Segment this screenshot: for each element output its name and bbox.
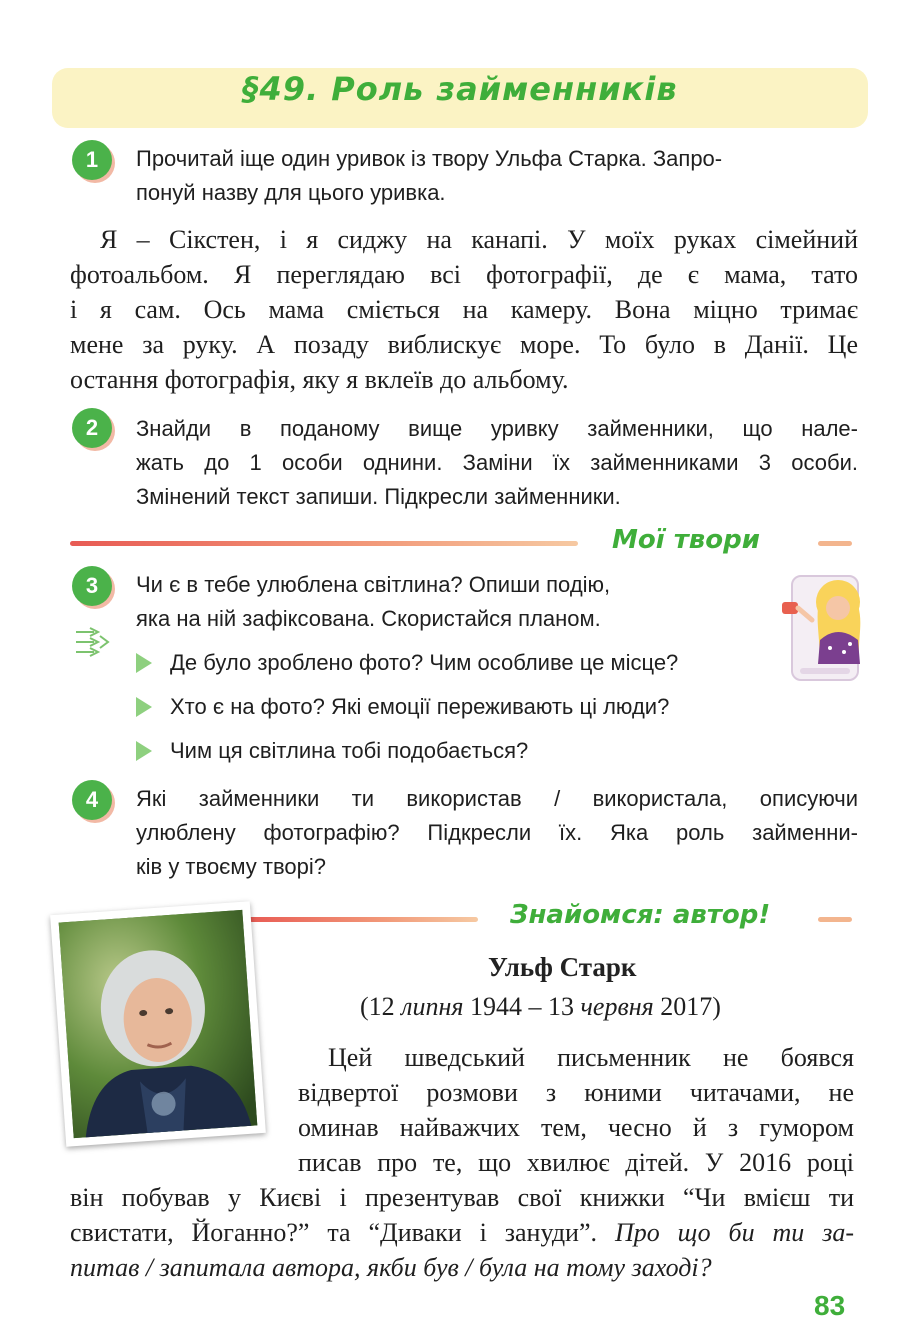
author-bio-top xyxy=(298,1040,854,1180)
dates-month: липня xyxy=(401,992,464,1021)
author-bio-bottom xyxy=(70,1180,854,1285)
section-divider-short xyxy=(818,917,852,922)
plan-item: Хто є на фото? Які емоції переживають ці люди? xyxy=(170,694,670,719)
bio-line xyxy=(70,1250,854,1285)
excerpt-line: фотоальбом. Я переглядаю всі фотографії, де є мама, тато xyxy=(70,260,858,289)
section-divider-line xyxy=(70,541,578,546)
task-2-badge: 2 xyxy=(72,408,112,448)
plan-item: Чим ця світлина тобі подобається? xyxy=(170,738,529,763)
plan-bullet-icon xyxy=(136,741,152,761)
task-2-line: Змінений текст запиши. Підкресли займенники. xyxy=(136,484,621,509)
task-3-line: яка на ній зафіксована. Скористайся планом. xyxy=(136,606,601,631)
bio-line: Цей шведський письменник не боявся xyxy=(328,1043,854,1072)
plan-bullet-icon xyxy=(136,697,152,717)
excerpt-line: Я – Сікстен, і я сиджу на канапі. У моїх руках сімейний xyxy=(100,225,858,254)
bio-question: Про що би ти за- xyxy=(614,1218,854,1247)
task-3-text xyxy=(136,568,756,636)
section-title-author: Знайомся: автор! xyxy=(510,900,771,930)
dates-month: червня xyxy=(580,992,654,1021)
task-4-badge: 4 xyxy=(72,780,112,820)
page-title: §49. Роль займенників xyxy=(242,70,678,108)
task-4-line: улюблену фотографію? Підкресли їх. Яка роль займенни- xyxy=(136,820,858,845)
section-divider-short xyxy=(818,541,852,546)
excerpt-line: мене за руку. А позаду виблискує море. То було в Данії. Це xyxy=(70,330,858,359)
bio-line: писав про те, що хвилює дітей. У 2016 році xyxy=(298,1148,854,1177)
plan-bullet-icon xyxy=(136,653,152,673)
author-dates xyxy=(360,992,721,1022)
task-2-text xyxy=(136,412,858,514)
task-2-line: Знайди в поданому вище уривку займенники, що нале- xyxy=(136,416,858,441)
writing-plan-icon xyxy=(72,622,112,662)
task-1-badge: 1 xyxy=(72,140,112,180)
bio-question: питав / запитала автора, якби був / була на тому заході? xyxy=(70,1253,712,1282)
story-excerpt xyxy=(70,222,858,397)
dates-part: (12 xyxy=(360,992,402,1021)
excerpt-line: і я сам. Ось мама сміється на камеру. Вона міцно тримає xyxy=(70,295,858,324)
bio-line: відвертої розмови з юними читачами, не xyxy=(298,1078,854,1107)
bio-line: оминав найважчих тем, чесно й з гумором xyxy=(298,1113,854,1142)
section-divider-line xyxy=(248,917,478,922)
author-name: Ульф Старк xyxy=(488,952,637,982)
bio-line: він побував у Києві і презентував свої книжки “Чи вмієш ти xyxy=(70,1183,854,1212)
task-3-badge: 3 xyxy=(72,566,112,606)
task-2-line: жать до 1 особи однини. Заміни їх займенниками 3 особи. xyxy=(136,450,858,475)
task-4-text xyxy=(136,782,858,884)
section-title-my-works: Мої твори xyxy=(612,525,760,555)
task-3-line: Чи є в тебе улюблена світлина? Опиши подію, xyxy=(136,572,611,597)
task-1-line: Прочитай іще один уривок із твору Ульфа Старка. Запро- xyxy=(136,146,723,171)
page-number: 83 xyxy=(814,1290,846,1321)
task-4-line: ків у твоєму творі? xyxy=(136,854,326,879)
dates-part: 1944 – 13 xyxy=(463,992,581,1021)
bio-text: свистати, Йоганно?” та “Диваки і зануди”. xyxy=(70,1218,615,1247)
plan-item: Де було зроблено фото? Чим особливе це місце? xyxy=(170,650,679,675)
dates-part: 2017) xyxy=(653,992,721,1021)
excerpt-line: остання фотографія, яку я вклеїв до альбому. xyxy=(70,365,569,394)
author-photo xyxy=(50,901,266,1146)
bio-line xyxy=(70,1215,854,1250)
task-1-line: понуй назву для цього уривка. xyxy=(136,180,446,205)
selfie-phone-illustration xyxy=(778,568,874,686)
task-1-text xyxy=(136,142,866,210)
task-4-line: Які займенники ти використав / використала, описуючи xyxy=(136,786,858,811)
